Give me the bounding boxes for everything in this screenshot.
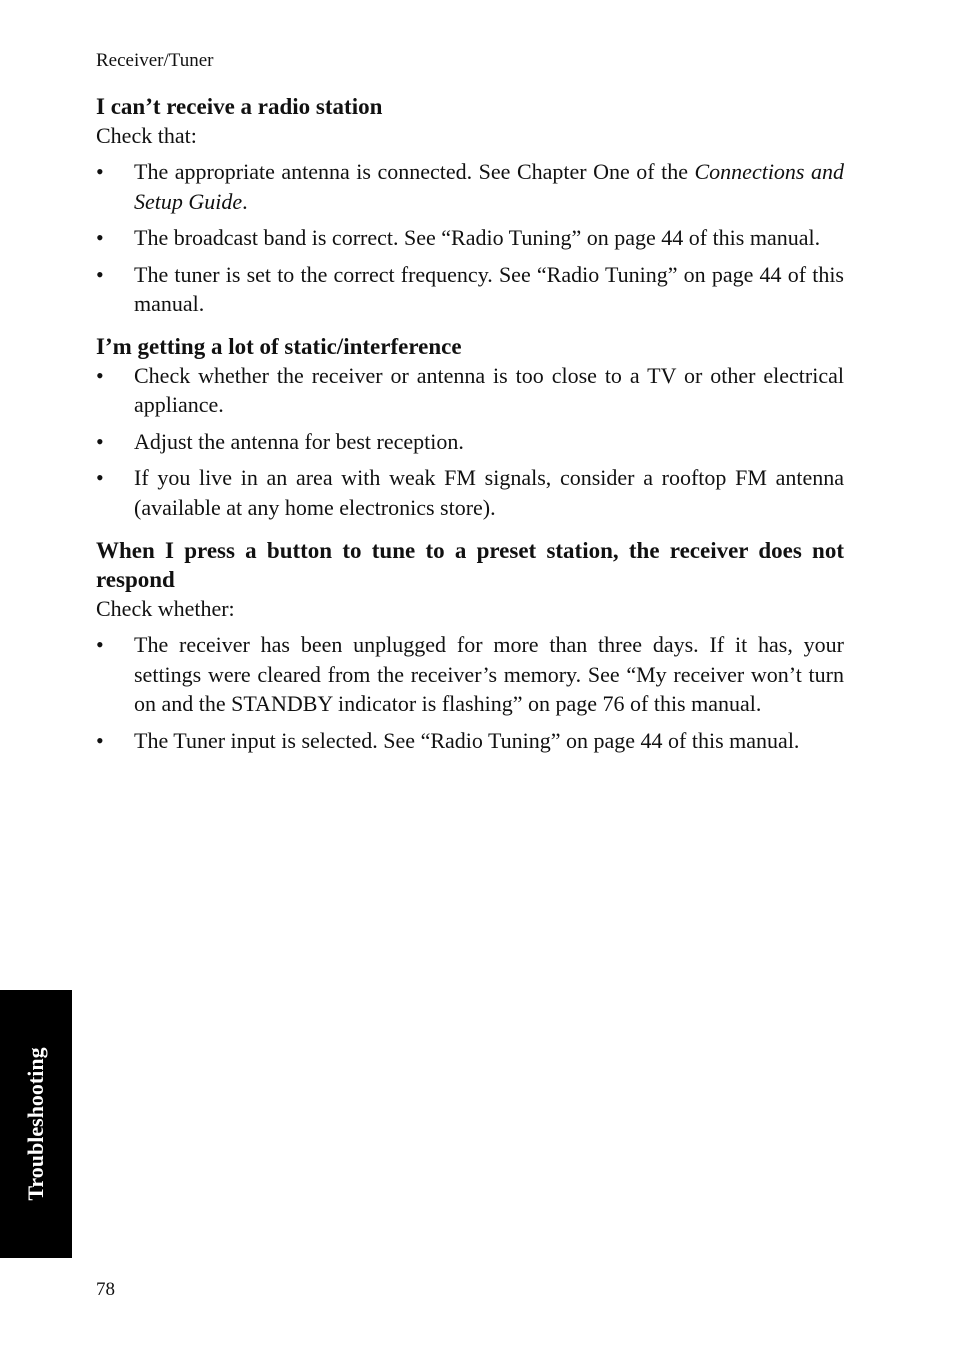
list-item <box>96 726 844 756</box>
bullet-icon: • <box>96 428 104 454</box>
bullet-list <box>96 361 844 523</box>
bullet-icon: • <box>96 362 104 388</box>
bullet-icon: • <box>96 632 104 657</box>
running-head: Receiver/Tuner <box>96 50 214 71</box>
list-item <box>96 157 844 216</box>
chapter-tab <box>0 990 72 1258</box>
list-item-suffix: . <box>242 188 248 214</box>
section-intro: Check whether: <box>96 596 235 621</box>
list-item <box>96 427 844 457</box>
list-item-text: Adjust the antenna for best reception. <box>134 428 464 454</box>
bullet-icon: • <box>96 261 104 287</box>
page-number: 78 <box>96 1279 115 1300</box>
page-content <box>96 92 844 762</box>
list-item-text: Check whether the receiver or antenna is too close to a TV or other electrical appliance. <box>134 362 844 417</box>
list-item-text: The Tuner input is selected. See “Radio Tuning” on page 44 of this manual. <box>134 727 800 753</box>
list-item-text: The broadcast band is correct. See “Radio Tuning” on page 44 of this manual. <box>134 225 821 250</box>
list-item <box>96 260 844 319</box>
list-item <box>96 361 844 420</box>
list-item-italic: Connections and Setup Guide <box>134 159 844 214</box>
list-item <box>96 463 844 522</box>
bullet-icon: • <box>96 159 104 184</box>
list-item-text: The tuner is set to the correct frequency. See “Radio Tuning” on page 44 of this manual. <box>134 261 844 316</box>
bullet-icon: • <box>96 727 104 753</box>
section-intro: Check that: <box>96 123 197 148</box>
list-item-text: If you live in an area with weak FM signals, consider a rooftop FM antenna (available at any home electronics store). <box>134 465 844 520</box>
list-item <box>96 630 844 719</box>
section-static-interference <box>96 332 844 523</box>
bullet-icon: • <box>96 465 104 490</box>
section-cant-receive-station <box>96 92 844 319</box>
bullet-icon: • <box>96 225 104 250</box>
section-heading: I’m getting a lot of static/interference <box>96 333 462 359</box>
chapter-tab-label: Troubleshooting <box>23 1047 48 1201</box>
section-heading: When I press a button to tune to a preset station, the receiver does not respond <box>96 538 844 592</box>
section-heading: I can’t receive a radio station <box>96 94 383 119</box>
bullet-list <box>96 157 844 319</box>
list-item-text: The appropriate antenna is connected. See Chapter One of the <box>134 159 695 184</box>
list-item-text: The receiver has been unplugged for more than three days. If it has, your settings were cleared from the receiver’s memory. See “My receiver won’t turn on and the STANDBY indicator is flashing” on page 76 of this manual. <box>134 632 844 716</box>
section-preset-no-response <box>96 536 844 755</box>
bullet-list <box>96 630 844 755</box>
list-item <box>96 223 844 253</box>
